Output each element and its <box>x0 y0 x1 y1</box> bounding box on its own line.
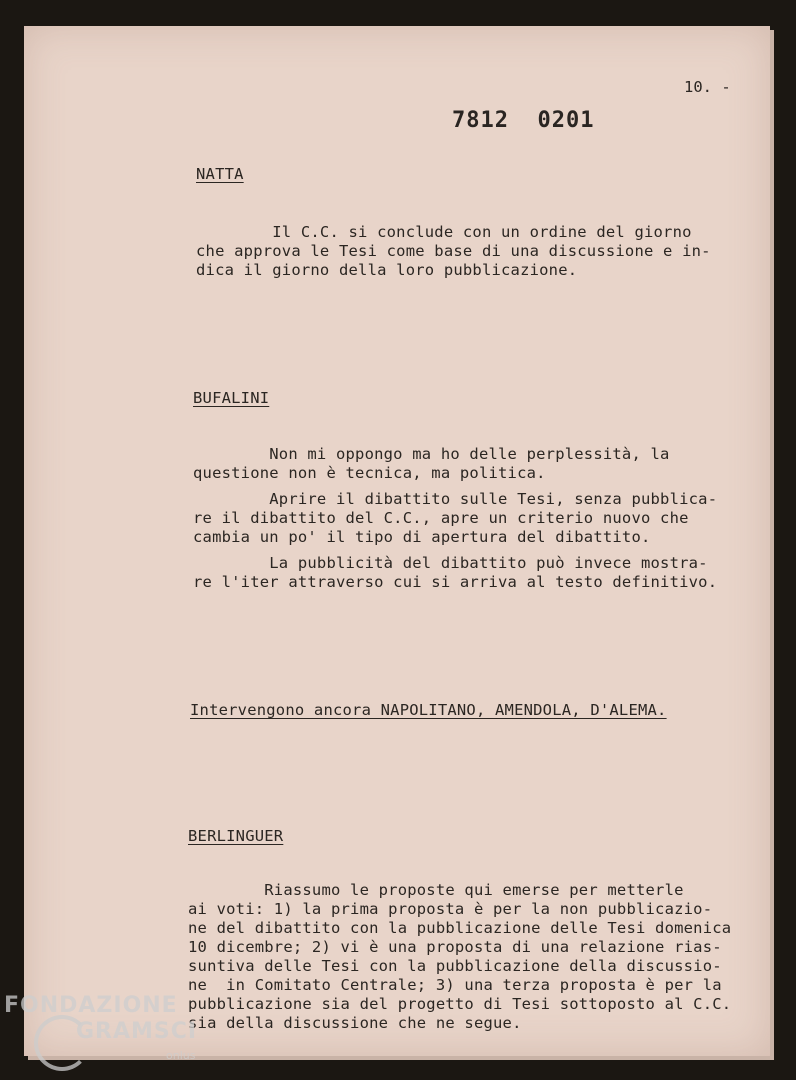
text-line: ai voti: 1) la prima proposta è per la non pubblicazio- <box>188 900 713 918</box>
text-line: sia della discussione che ne segue. <box>188 1014 522 1032</box>
text-line: pubblicazione sia del progetto di Tesi sottoposto al C.C. <box>188 995 732 1013</box>
text-line: suntiva delle Tesi con la pubblicazione della discussio- <box>188 957 722 975</box>
watermark-line-3: onlus <box>166 1049 196 1062</box>
fondazione-gramsci-watermark <box>4 993 198 1062</box>
text-line: Riassumo le proposte qui emerse per metterle <box>188 881 684 899</box>
watermark-line-1: FONDAZIONE <box>4 993 178 1018</box>
text-line: ne del dibattito con la pubblicazione delle Tesi domenica <box>188 919 732 937</box>
text-line: questione non è tecnica, ma politica. <box>193 464 546 482</box>
text-line: Non mi oppongo ma ho delle perplessità, la <box>193 445 670 463</box>
text-line: che approva le Tesi come base di una discussione e in- <box>196 242 711 260</box>
text-line: La pubblicità del dibattito può invece mostra- <box>193 554 708 572</box>
speaker-heading-bufalini: BUFALINI <box>193 389 270 407</box>
text-line: re il dibattito del C.C., apre un criterio nuovo che <box>193 509 689 527</box>
speaker-heading-natta: NATTA <box>196 165 244 183</box>
intervengono-line: Intervengono ancora NAPOLITANO, AMENDOLA, D'ALEMA. <box>190 701 667 719</box>
text-line: Il C.C. si conclude con un ordine del giorno <box>196 223 692 241</box>
text-line: re l'iter attraverso cui si arriva al testo definitivo. <box>193 573 718 591</box>
watermark-line-2: GRAMSCI <box>76 1019 198 1044</box>
page-number: 10. - <box>684 78 731 96</box>
text-line: 10 dicembre; 2) vi è una proposta di una relazione rias- <box>188 938 722 956</box>
speaker-heading-berlinguer: BERLINGUER <box>188 827 284 845</box>
text-line: dica il giorno della loro pubblicazione. <box>196 261 578 279</box>
text-line: Aprire il dibattito sulle Tesi, senza pubblica- <box>193 490 718 508</box>
text-line: cambia un po' il tipo di apertura del dibattito. <box>193 528 651 546</box>
text-line: ne in Comitato Centrale; 3) una terza proposta è per la <box>188 976 722 994</box>
archive-stamp-number: 7812 0201 <box>452 108 595 133</box>
